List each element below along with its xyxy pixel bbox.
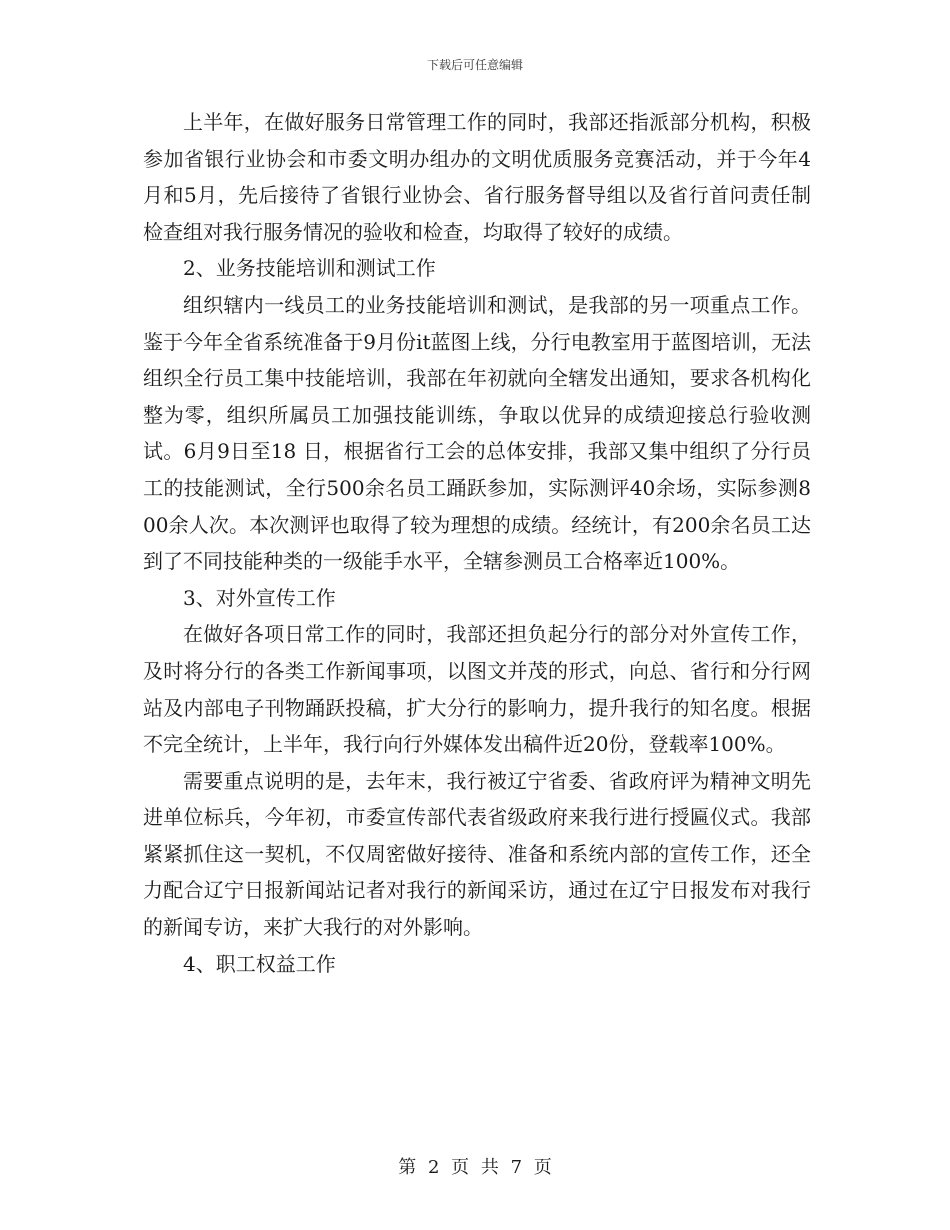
document-body <box>143 104 811 982</box>
paragraph-skills-training: 组织辖内一线员工的业务技能培训和测试，是我部的另一项重点工作。鉴于今年全省系统准备于9月份it蓝图上线，分行电教室用于蓝图培训，无法组织全行员工集中技能培训，我部在年初就向全辖发出通知，要求各机构化整为零，组织所属员工加强技能训练，争取以优异的成绩迎接总行验收测试。6月9日至18 日，根据省行工会的总体安排，我部又集中组织了分行员工的技能测试，全行500余名员工踊跃参加，实际测评40余场，实际参测800余人次。本次测评也取得了较为理想的成绩。经统计，有200余名员工达到了不同技能种类的一级能手水平，全辖参测员工合格率近100%。 <box>143 292 811 574</box>
section-heading-publicity: 3、对外宣传工作 <box>183 585 336 610</box>
paragraph-civilization-award: 需要重点说明的是，去年末，我行被辽宁省委、省政府评为精神文明先进单位标兵，今年初，市委宣传部代表省级政府来我行进行授匾仪式。我部紧紧抓住这一契机，不仅周密做好接待、准备和系统内部的宣传工作，还全力配合辽宁日报新闻站记者对我行的新闻采访，通过在辽宁日报发布对我行的新闻专访，来扩大我行的对外影响。 <box>143 768 811 940</box>
section-heading-employee-rights: 4、职工权益工作 <box>183 951 336 976</box>
page-number-footer: 第 2 页 共 7 页 <box>398 1157 552 1178</box>
page-header: 下载后可任意编辑 <box>426 58 523 72</box>
paragraph-service-competition: 上半年，在做好服务日常管理工作的同时，我部还指派部分机构，积极参加省银行业协会和市委文明办组办的文明优质服务竞赛活动，并于今年4月和5月，先后接待了省银行业协会、省行服务督导组以及省行首问责任制检查组对我行服务情况的验收和检查，均取得了较好的成绩。 <box>143 110 811 244</box>
section-heading-skills-training: 2、业务技能培训和测试工作 <box>183 256 436 281</box>
paragraph-publicity: 在做好各项日常工作的同时，我部还担负起分行的部分对外宣传工作，及时将分行的各类工作新闻事项，以图文并茂的形式，向总、省行和分行网站及内部电子刊物踊跃投稿，扩大分行的影响力，提升我行的知名度。根据不完全统计，上半年，我行向行外媒体发出稿件近20份，登载率100%。 <box>143 622 811 757</box>
